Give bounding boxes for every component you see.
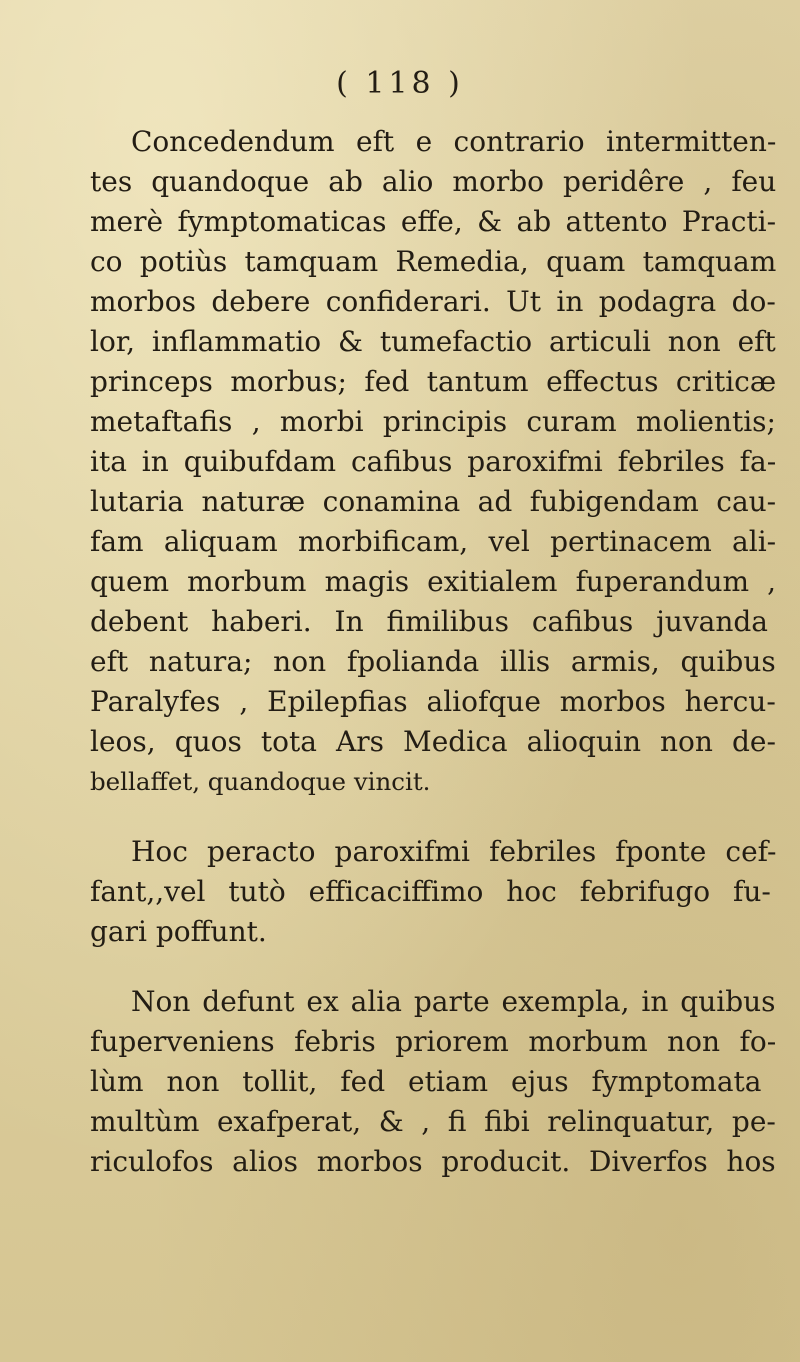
text-line: riculofos alios morbos producit. Diverfos hos: [90, 1145, 776, 1178]
text-line: Non defunt ex alia parte exempla, in quibus: [131, 985, 776, 1018]
text-line: multùm exafperat, & , fi fibi relinquatur, pe-: [90, 1105, 776, 1138]
text-line: debent haberi. In fimilibus cafibus juvanda: [90, 605, 769, 638]
text-line: tes quandoque ab alio morbo peridêre , feu: [90, 165, 776, 198]
text-line: Concedendum eft e contrario intermitten-: [131, 125, 776, 158]
text-line: metaftafis , morbi principis curam molientis;: [90, 405, 776, 438]
text-line: fuperveniens febris priorem morbum non fo-: [90, 1025, 776, 1058]
text-line: lor, inflammatio & tumefactio articuli non eft: [90, 325, 776, 358]
text-line: quem morbum magis exitialem fuperandum ,: [90, 565, 776, 598]
text-line: fant,,vel tutò efficaciffimo hoc febrifugo fu-: [90, 875, 771, 908]
text-line: lùm non tollit, fed etiam ejus fymptomata: [90, 1065, 762, 1098]
text-line: lutaria naturæ conamina ad fubigendam cau-: [90, 485, 776, 518]
text-line: princeps morbus; fed tantum effectus criticæ: [90, 365, 776, 398]
page-number: ( 118 ): [336, 66, 464, 101]
text-line: ita in quibufdam cafibus paroxifmi febriles fa-: [90, 445, 776, 478]
text-line: co potiùs tamquam Remedia, quam tamquam: [90, 245, 776, 278]
text-line: gari poffunt.: [90, 915, 267, 948]
text-line: bellaffet, quandoque vincit.: [90, 767, 430, 796]
text-line: Hoc peracto paroxifmi febriles fponte cef-: [131, 835, 776, 868]
text-line: fam aliquam morbificam, vel pertinacem ali-: [90, 525, 776, 558]
text-line: merè fymptomaticas effe, & ab attento Practi-: [90, 205, 776, 238]
text-line: leos, quos tota Ars Medica alioquin non de-: [90, 725, 776, 758]
text-line: Paralyfes , Epilepfias aliofque morbos hercu-: [90, 685, 776, 718]
text-line: morbos debere confiderari. Ut in podagra do-: [90, 285, 776, 318]
text-line: eft natura; non fpolianda illis armis, quibus: [90, 645, 776, 678]
